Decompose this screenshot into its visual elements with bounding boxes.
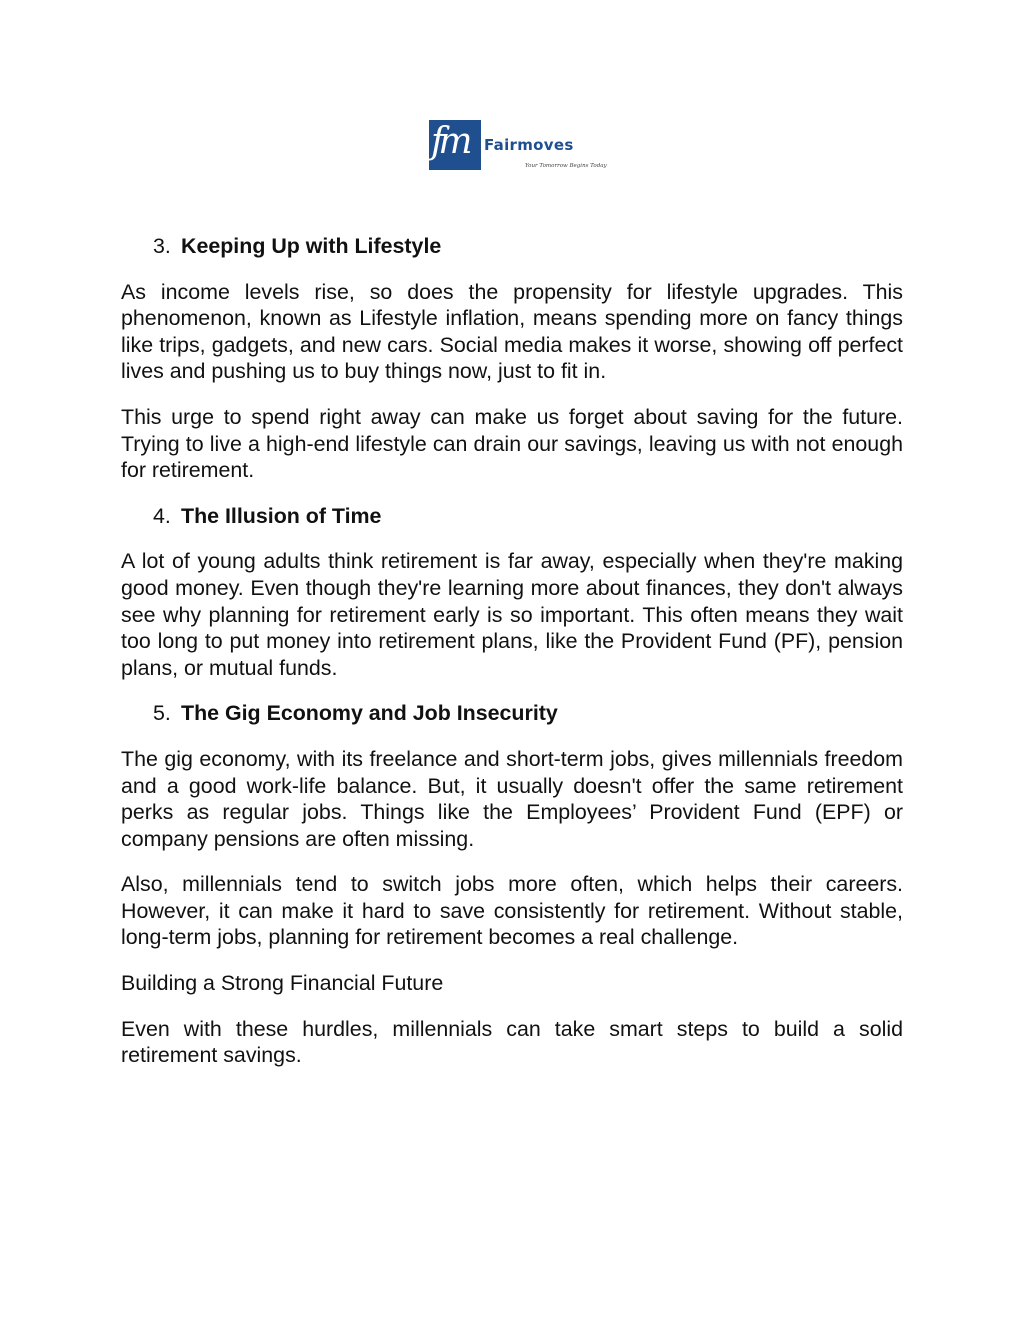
section-title: The Gig Economy and Job Insecurity [181,701,558,726]
section-number: 4. [153,503,171,528]
section-title: Keeping Up with Lifestyle [181,234,442,258]
section-heading-time [153,503,903,530]
logo-monogram: fm [431,121,467,162]
paragraph-closing: Even with these hurdles, millennials can take smart steps to build a solid retirement savings. [121,1016,903,1068]
paragraph-time-1: A lot of young adults think retirement is far away, especially when they're making good money. Even though they're learning more about finances, they don't always see why planning for retirement early is so important. This often means they wait too long to put money into retirement plans, like the Provident Fund (PF), pension plans, or mutual funds. [121,549,903,680]
logo-tagline: Your Tomorrow Begins Today [525,163,607,169]
section-number: 5. [153,701,171,726]
document-body [121,233,903,1088]
paragraph-gig-2: Also, millennials tend to switch jobs more often, which helps their careers. However, it can make it hard to save consistently for retirement. Without stable, long-term jobs, planning for retirement becomes a real challenge. [121,872,903,950]
logo-monogram-box [429,120,481,170]
paragraph-lifestyle-1: As income levels rise, so does the propensity for lifestyle upgrades. This phenomenon, known as Lifestyle inflation, means spending more on fancy things like trips, gadgets, and new cars. Social media makes it worse, showing off perfect lives and pushing us to buy things now, just to fit in. [121,279,903,384]
paragraph-gig-1: The gig economy, with its freelance and short-term jobs, gives millennials freedom and a good work-life balance. But, it usually doesn't offer the same retirement perks as regular jobs. Things like the Employees’ Provident Fund (EPF) or company pensions are often missing. [121,746,903,851]
section-heading-gig [153,700,903,727]
section-title: The Illusion of Time [181,503,382,528]
company-logo [429,117,607,175]
section-number: 3. [153,234,171,258]
logo-name: Fairmoves [484,136,574,154]
subheading-financial-future: Building a Strong Financial Future [121,971,444,996]
section-heading-lifestyle [153,233,903,260]
paragraph-lifestyle-2: This urge to spend right away can make us forget about saving for the future. Trying to live a high-end lifestyle can drain our savings, leaving us with not enough for retirement. [121,404,903,483]
